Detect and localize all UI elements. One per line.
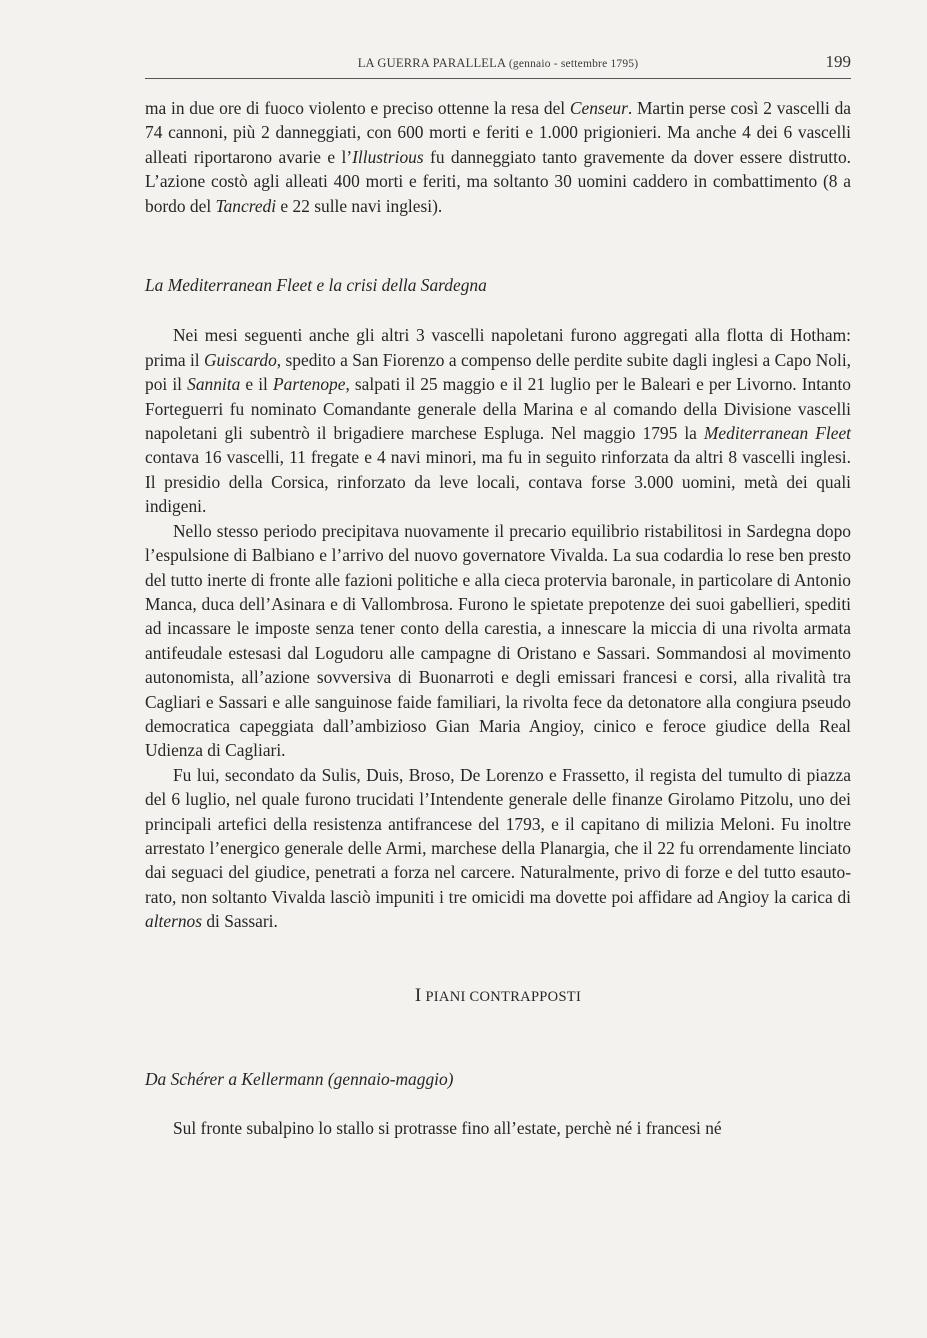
- paragraph-2: [145, 323, 851, 518]
- ship-name-partenope: Partenope: [273, 374, 346, 395]
- running-title-text: LA GUERRA PARALLELA: [357, 56, 506, 70]
- paragraph-5: Sul fronte subalpino lo stallo si protrasse fino all’estate, perchè né i francesi né: [173, 1118, 722, 1138]
- spacer: [145, 297, 851, 323]
- p2-text-5: contava 16 vascelli, 11 fregate e 4 navi minori, ma fu in seguito rinforzata da altri 8 vascelli inglesi. Il presidio della Corsica, rinforzato da leve locali, contava forse 3.000 uomini, metà dei quali indigeni.: [145, 447, 851, 517]
- spacer: [145, 218, 851, 273]
- header-rule: [145, 78, 851, 79]
- ship-name-sannita: Sannita: [187, 374, 241, 395]
- page-body: [145, 96, 851, 1140]
- fleet-name: Mediterranean Fleet: [703, 423, 852, 444]
- ship-name-illustrious: Illustrious: [352, 146, 424, 167]
- paragraph-4: [145, 763, 851, 934]
- running-title-dates: (gennaio - settembre 1795): [508, 58, 639, 70]
- page-number: 199: [825, 52, 851, 71]
- p1-text-4: e 22 sulle navi inglesi).: [276, 195, 443, 216]
- p1-text-1: ma in due ore di fuoco violento e preciso ottenne la resa del: [145, 98, 570, 118]
- ship-name-guiscardo: Guiscardo: [204, 349, 277, 370]
- paragraph-1: [145, 96, 851, 218]
- term-alternos: alternos: [145, 911, 203, 932]
- section-heading-scherer: Da Schérer a Kellermann (gennaio-maggio): [145, 1068, 454, 1089]
- running-header: [145, 52, 851, 74]
- p2-text-2: , spedito a San Fiorenzo a compenso delle perdite subite dagli inglesi a Capo Noli, poi il: [145, 349, 851, 395]
- p1-text-3: fu danneggiato tanto gravemente da dover essere distrutto. L’azione costò agli alleati 400 morti e feriti, ma soltanto 30 uomini caddero in combattimento (8 a bordo del: [145, 146, 851, 216]
- p2-text-1: Nei mesi seguenti anche gli altri 3 vascelli napoletani furono aggregati alla flotta di Hotham: prima il: [145, 325, 851, 370]
- ship-name-tancredi: Tancredi: [215, 195, 277, 216]
- section-heading-mediterranean: La Mediterranean Fleet e la crisi della Sardegna: [145, 275, 487, 296]
- running-title: [145, 56, 851, 71]
- p4-text-1: Fu lui, secondato da Sulis, Duis, Broso, De Lorenzo e Frassetto, il regista del tumulto di piazza del 6 luglio, nel quale furono trucidati l’Intendente generale delle finanze Girolamo Pitzolu, uno dei principali artefici della resistenza antifrancese del 1793, e il capitano di milizia Meloni. Fu inoltre arrestato l’energico generale delle Armi, marchese della Planargia, che il 22 fu orrendamente linciato dai seguaci del giudice, penetrati a forza nel carcere. Naturalmente, privo di forze e del tutto esautorato, non soltanto Vivalda lasciò impuniti i tre omicidi ma dovette poi affidare ad Angioy la carica di: [145, 764, 851, 907]
- chapter-heading-initial: I: [414, 984, 422, 1006]
- p4-text-2: di Sassari.: [202, 911, 278, 932]
- p2-text-3: e il: [240, 374, 273, 395]
- spacer: [145, 934, 851, 983]
- spacer: [145, 1010, 851, 1067]
- p1-text-2: . Martin perse così 2 vascelli da 74 cannoni, più 2 danneggiati, con 600 morti e feriti e 1.000 prigionieri. Ma anche 4 dei 6 vascelli alleati riportarono avarie e l’: [145, 98, 851, 167]
- ship-name-censeur: Censeur: [569, 98, 628, 118]
- p2-text-4: , salpati il 25 maggio e il 21 luglio per le Baleari e per Livorno. Intanto Forteguerri fu nominato Comandante generale della Marina e al comando della Divisione vascelli napoletani gli subentrò il brigadiere marchese Espluga. Nel maggio 1795 la: [145, 374, 851, 444]
- chapter-heading: [145, 983, 851, 1010]
- chapter-heading-rest: PIANI CONTRAPPOSTI: [421, 988, 582, 1005]
- paragraph-3: Nello stesso periodo precipitava nuovamente il precario equilibrio ristabilitosi in Sardegna dopo l’espulsione di Balbiano e l’arrivo del nuovo governatore Vivalda. La sua codardia lo rese ben presto del tutto inerte di fronte alle fazioni politiche e alla cieca protervia baronale, in particolare di Antonio Manca, duca dell’Asinara e di Vallombrosa. Furono le spietate prepotenze dei suoi gabellieri, spediti ad incassare le imposte senza tener conto della carestia, a innescare la miccia di una rivolta armata antifeudale estesasi dal Logudoru alle campagne di Oristano e Sassari. Sommandosi al movimento autonomista, all’azione sovversiva di Buonarroti e degli emissari francesi e corsi, alla rivalità tra Cagliari e Sassari e alle sanguinose faide familiari, la rivolta fece da detonatore alla congiura pseudo democratica capeggiata dall’ambizioso Gian Maria Angioy, cinico e feroce giudice della Real Udienza di Cagliari.: [145, 520, 851, 761]
- spacer: [145, 1091, 851, 1116]
